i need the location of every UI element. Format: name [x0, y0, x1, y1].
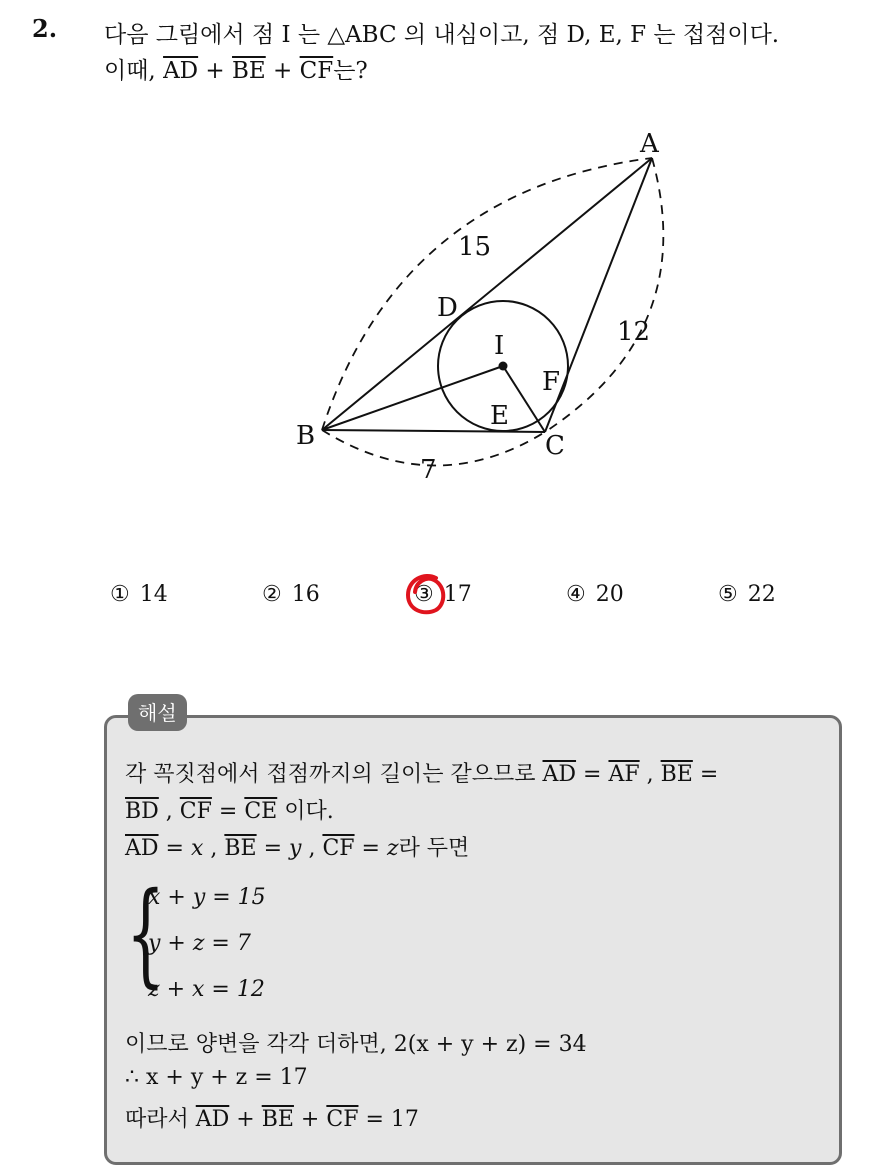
system-eq-2: y + z = 7	[148, 931, 251, 956]
side-ac	[545, 158, 652, 432]
solution-text: = 17	[358, 1107, 419, 1132]
question-number: 2.	[32, 14, 58, 43]
variable-y: y	[289, 836, 302, 861]
choice-value: 16	[291, 582, 320, 607]
solution-line-2	[125, 794, 334, 825]
segment-cf: $\overline{CF}$	[299, 58, 334, 84]
plus-sign: +	[229, 1107, 262, 1132]
choice-mark: ①	[110, 582, 130, 607]
choice-value: 14	[139, 582, 168, 607]
segment-af: $\overline{AF}$	[608, 762, 640, 787]
label-b: B	[296, 421, 316, 451]
label-f: F	[542, 367, 561, 397]
solution-line-3	[125, 831, 469, 862]
choice-value: 22	[747, 582, 776, 607]
triangle-figure	[0, 0, 884, 560]
solution-line-5: ∴ x + y + z = 17	[125, 1065, 308, 1090]
length-ac: 12	[617, 317, 651, 347]
label-c: C	[545, 431, 565, 461]
label-d: D	[437, 293, 458, 323]
question-line-1: 다음 그림에서 점 I 는 △ABC 의 내심이고, 점 D, E, F 는 접점이다.	[104, 22, 780, 48]
equals-sign: =	[576, 762, 609, 787]
comma: ,	[639, 762, 661, 787]
label-a: A	[640, 129, 659, 159]
equals-sign: =	[354, 836, 387, 861]
segment-cf: $\overline{CF}$	[326, 1107, 359, 1132]
equals-sign: =	[256, 836, 290, 861]
label-e: E	[490, 401, 509, 431]
choice-4[interactable]	[566, 582, 624, 607]
segment-ad: $\overline{AD}$	[163, 58, 199, 84]
system-eq-3: z + x = 12	[148, 977, 265, 1002]
choice-mark: ③	[414, 582, 434, 607]
incenter-dot	[499, 362, 508, 371]
equals-sign: =	[158, 836, 191, 861]
label-i: I	[494, 331, 505, 361]
segment-cf: $\overline{CF}$	[322, 836, 355, 861]
variable-z: z	[386, 836, 399, 861]
choice-mark: ⑤	[718, 582, 738, 607]
solution-text: 각 꼭짓점에서 접점까지의 길이는 같으므로	[125, 762, 543, 787]
equals-sign: =	[211, 799, 245, 824]
choice-5[interactable]	[718, 582, 776, 607]
selected-answer-circle-icon	[402, 570, 452, 620]
choice-mark: ②	[262, 582, 282, 607]
solution-tag: 해설	[128, 694, 187, 731]
plus-sign: +	[293, 1107, 327, 1132]
solution-line-1	[125, 757, 718, 788]
segment-be: $\overline{BE}$	[261, 1107, 294, 1132]
length-ab: 15	[458, 232, 492, 262]
segment-be: $\overline{BE}$	[224, 836, 257, 861]
segment-ad: $\overline{AD}$	[125, 836, 159, 861]
system-brace: {	[126, 869, 166, 999]
question-suffix: 는?	[333, 58, 368, 84]
solution-line-6	[125, 1102, 419, 1133]
choice-1[interactable]	[110, 582, 168, 607]
choice-value: 20	[595, 582, 624, 607]
segment-bi	[322, 366, 503, 430]
comma: ,	[203, 836, 225, 861]
comma: ,	[301, 836, 323, 861]
side-ab	[322, 158, 652, 430]
choice-value: 17	[443, 582, 472, 607]
equals-sign: =	[692, 762, 719, 787]
solution-text: 따라서	[125, 1107, 196, 1132]
segment-ce: $\overline{CE}$	[244, 799, 278, 824]
segment-be: $\overline{BE}$	[660, 762, 693, 787]
question-prefix: 이때,	[104, 58, 164, 84]
plus-sign: +	[265, 58, 300, 84]
length-bc: 7	[420, 455, 437, 485]
solution-text: 이다.	[277, 799, 334, 824]
segment-bd: $\overline{BD}$	[125, 799, 159, 824]
segment-ad: $\overline{AD}$	[542, 762, 577, 787]
segment-be: $\overline{BE}$	[232, 58, 266, 84]
variable-x: x	[190, 836, 204, 861]
segment-ad: $\overline{AD}$	[195, 1107, 230, 1132]
plus-sign: +	[198, 58, 233, 84]
segment-ci	[503, 366, 545, 432]
solution-line-4: 이므로 양변을 각각 더하면, 2(x + y + z) = 34	[125, 1032, 587, 1057]
segment-cf: $\overline{CF}$	[179, 799, 212, 824]
choice-2[interactable]	[262, 582, 320, 607]
system-eq-1: x + y = 15	[148, 885, 266, 910]
choice-mark: ④	[566, 582, 586, 607]
comma: ,	[158, 799, 180, 824]
solution-text: 라 두면	[398, 836, 470, 861]
